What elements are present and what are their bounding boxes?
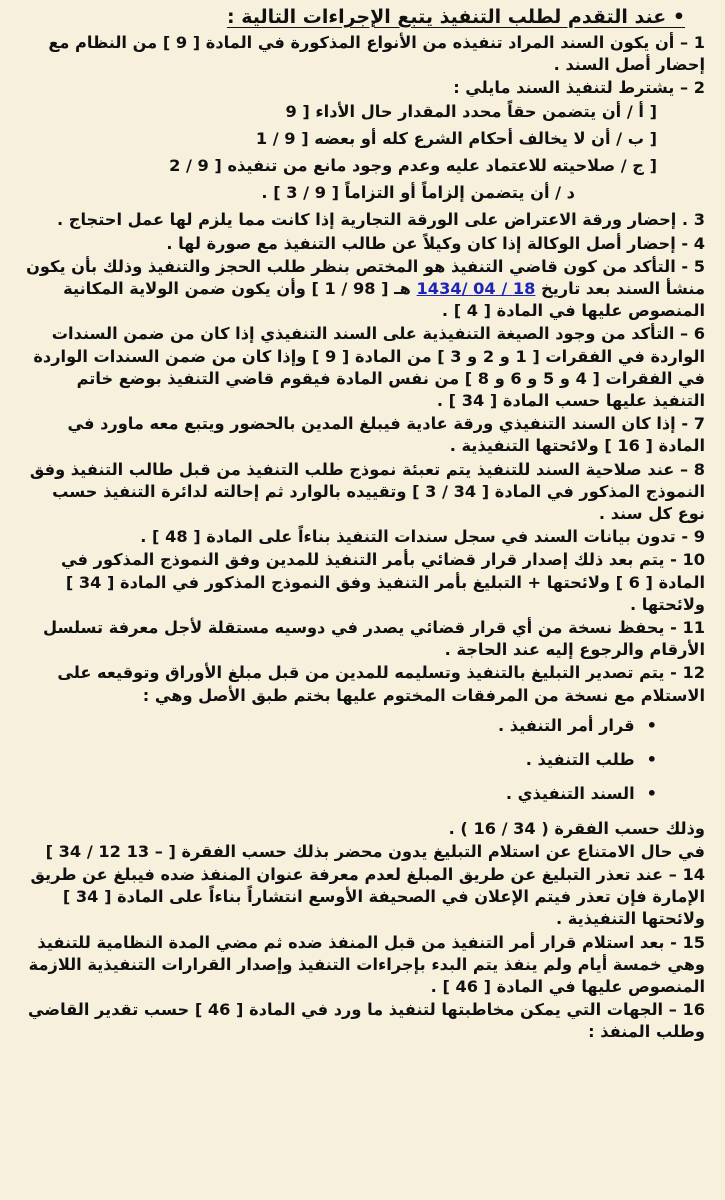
item-9: 9 - تدون بيانات السند في سجل سندات التنفيذ بناءاً على المادة [ 48 ] . — [140, 527, 705, 547]
item-1: 1 – أن يكون السند المراد تنفيذه من الأنواع المذكورة في المادة [ 9 ] من النظام مع إحضار أصل السند . — [48, 33, 705, 75]
attachment-label: طلب التنفيذ . — [525, 750, 635, 770]
list-item — [20, 715, 705, 737]
list-item — [20, 749, 705, 771]
list-item — [20, 783, 705, 805]
item-5-text-before: 5 - التأكد من كون قاضي التنفيذ هو المختص بنظر طلب الحجز والتنفيذ وذلك بأن يكون منشأ السند بعد تاريخ — [26, 256, 705, 299]
attachments-list — [20, 715, 705, 806]
item-3: 3 . إحضار ورقة الاعتراض على الورقة التجارية إذا كانت مما يلزم لها عمل احتجاج . — [57, 210, 705, 230]
bullet-icon: • — [646, 750, 657, 770]
closing-refusal: في حال الامتناع عن استلام التبليغ يدون محضر بذلك حسب الفقرة [ – 13 12 / 34 ] — [45, 841, 705, 861]
item-5-text-after: هـ [ 98 / 1 ] وأن يكون ضمن الولاية المكانية المنصوص عليها في المادة [ 4 ] . — [63, 279, 705, 321]
item-10: 10 - يتم بعد ذلك إصدار قرار قضائي بأمر التنفيذ للمدين وفق النموذج المذكور في المادة [ 6 ] ولائحتها + التبليغ بأمر التنفيذ وفق النموذج المذكور في المادة [ 34 ] ولائحتها . — [61, 550, 705, 614]
attachment-label: قرار أمر التنفيذ . — [497, 715, 635, 735]
bullet-icon: • — [646, 784, 657, 804]
item-7: 7 - إذا كان السند التنفيذي ورقة عادية فيبلغ المدين بالحضور ويتبع معه ماورد في المادة [ 16 ] ولائحتها التنفيذية . — [67, 414, 705, 456]
item-8: 8 – عند صلاحية السند للتنفيذ يتم تعبئة نموذج طلب التنفيذ من قبل طالب التنفيذ وفق النموذج المذكور في المادة [ 34 / 3 ] وتقييده بالوارد ثم إحالته لدائرة التنفيذ حسب نوع كل سند . — [29, 459, 705, 524]
closing-reference: وذلك حسب الفقرة ( 34 / 16 ) . — [448, 818, 705, 838]
item-14: 14 – عند تعذر التبليغ عن طريق المبلغ لعدم معرفة عنوان المنفذ ضده فيبلغ عن طريق الإمارة فإن تعذر فيتم الإعلان في الصحيفة الأوسع انتشاراً بناءاً على المادة [ 34 ] ولائحتها التنفيذية . — [30, 864, 705, 929]
item-2: 2 – يشترط لتنفيذ السند مايلي : — [453, 78, 705, 98]
item-12: 12 - يتم تصدير التبليغ بالتنفيذ وتسليمه للمدين من قبل مبلغ الأوراق وتوقيعه على الاستلام مع نسخة من المرفقات المختوم عليها بختم طبق الأصل وهي : — [57, 663, 705, 705]
item-11: 11 - يحفظ نسخة من أي قرار قضائي يصدر في دوسيه مستقلة لأجل معرفة تسلسل الأرقام والرجوع إليه عند الحاجة . — [43, 618, 705, 660]
item-16: 16 – الجهات التي يمكن مخاطبتها لتنفيذ ما ورد في المادة [ 46 ] حسب تقدير القاضي وطلب المنفذ : — [28, 1000, 705, 1042]
bullet-icon: • — [646, 715, 657, 735]
item-15: 15 - بعد استلام قرار أمر التنفيذ من قبل المنفذ ضده ثم مضي المدة النظامية للتنفيذ وهي خمسة أيام ولم ينفذ يتم البدء بإجراءات التنفيذ وإصدار القرارات التنفيذية اللازمة المنصوص عليها في المادة [ 46 ] . — [28, 932, 705, 996]
item-6: 6 – التأكد من وجود الصيغة التنفيذية على السند التنفيذي إذا كان من ضمن السندات الواردة في الفقرات [ 1 و 2 و 3 ] من المادة [ 9 ] وإذا كان من ضمن السندات الواردة في الفقرات [ 4 و 5 و 6 و 8 ] من نفس المادة فيقوم قاضي التنفيذ بوضع خاتم التنفيذ عليها حسب المادة [ 34 ] . — [33, 324, 705, 411]
attachment-label: السند التنفيذي . — [505, 784, 635, 804]
condition-b: [ ب / أن لا يخالف أحكام الشرع كله أو بعضه [ 9 / 1 — [255, 128, 657, 148]
condition-a: [ أ / أن يتضمن حقاً محدد المقدار حال الأداء [ 9 — [285, 101, 657, 121]
item-5 — [20, 256, 705, 323]
hijri-date-link[interactable]: 18 / 04 /1434 — [416, 279, 536, 299]
item-4: 4 - إحضار أصل الوكالة إذا كان وكيلاً عن طالب التنفيذ مع صورة لها . — [166, 233, 705, 253]
document-heading: • عند التقدم لطلب التنفيذ يتبع الإجراءات التالية : — [226, 6, 685, 28]
condition-c: [ ج / صلاحيته للاعتماد عليه وعدم وجود مانع من تنفيذه [ 9 / 2 — [169, 156, 657, 176]
condition-d: د / أن يتضمن إلزاماً أو التزاماً [ 9 / 3 ] . — [261, 183, 575, 203]
